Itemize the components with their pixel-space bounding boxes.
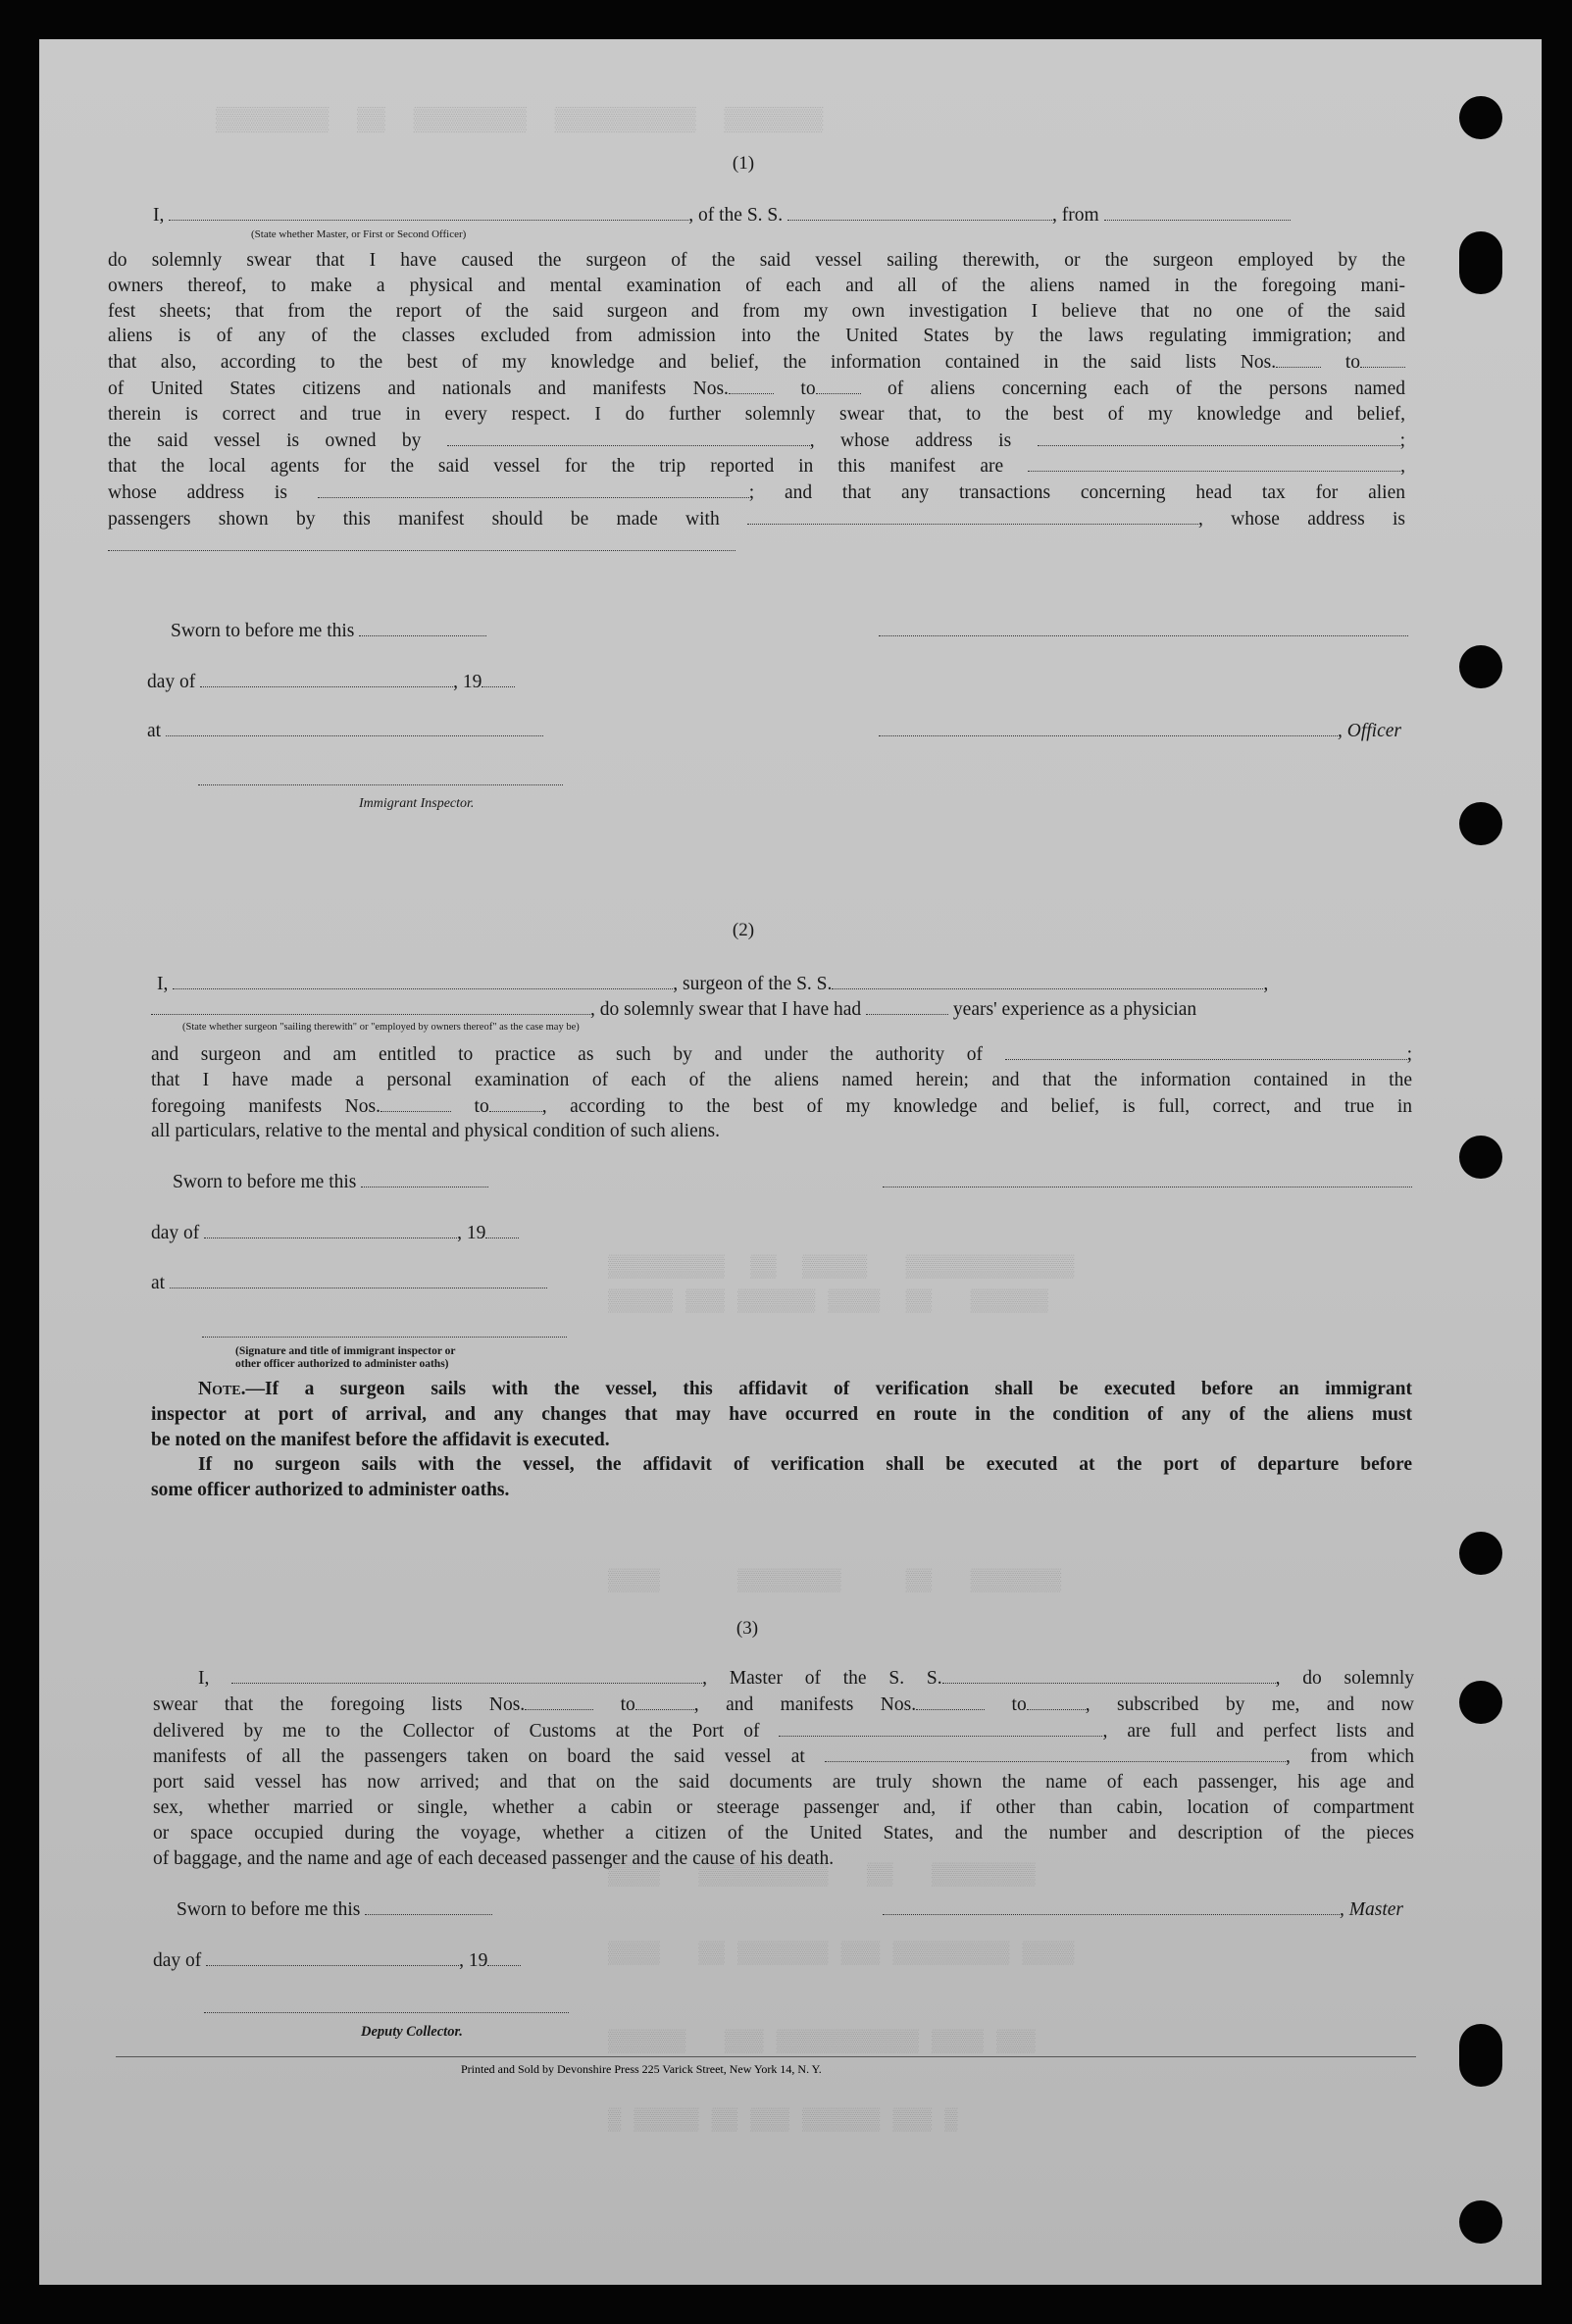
label: at [151,1273,166,1293]
text: to [620,1693,635,1715]
text: , do solemnly [1275,1668,1415,1689]
section-number: (3) [735,1618,759,1639]
at-field[interactable] [170,1270,547,1288]
day-of-line [147,669,515,693]
owner-address-field[interactable] [1038,428,1400,446]
inspector-signature-field[interactable] [202,1319,567,1338]
text: swear that the foregoing lists Nos. [153,1693,526,1715]
punch-hole [1459,1136,1502,1179]
field-caption: (State whether Master, or First or Second Officer) [251,228,467,240]
inspector-signature-line [202,1319,567,1343]
at-line [147,718,543,742]
sworn-line [173,1169,488,1193]
officer-title-field[interactable] [879,718,1338,736]
officer-name-line [153,202,1291,227]
bleed-through-text: ▒▒▒▒▒▒ ▒▒▒ ▒▒▒▒▒▒▒▒▒▒▒ ▒▒▒▒ ▒▒▒ [608,2030,1036,2054]
signature-line [879,618,1408,642]
inspector-caption: Immigrant Inspector. [359,796,475,811]
surgeon-signature-field[interactable] [883,1169,1412,1187]
punch-hole [1459,802,1502,845]
text: manifests of all the passengers taken on board the said vessel at [153,1746,805,1768]
list-from-field[interactable] [525,1692,593,1710]
text: to [1011,1693,1027,1715]
punch-hole [1459,645,1502,688]
label: I, [157,974,169,994]
year-field[interactable] [487,1947,521,1966]
body-line [153,1743,1414,1770]
vessel-name-field[interactable] [787,202,1052,221]
owner-field[interactable] [447,428,810,446]
inspector-signature-field[interactable] [198,767,563,785]
text: of United States citizens and nationals and manifests Nos. [108,378,729,399]
at-field[interactable] [166,718,543,736]
officer-line [879,718,1401,742]
verification-note [151,1377,1412,1503]
label: Sworn to before me this [173,1172,357,1192]
bleed-through-text: ▒▒▒▒ ▒▒▒▒▒▒▒▒▒▒ ▒▒ ▒▒▒▒▒▒▒▒ [608,1863,1036,1888]
manifest-to-field[interactable] [489,1093,542,1112]
master-signature-field[interactable] [883,1896,1340,1915]
label: , surgeon of the S. S. [673,974,833,994]
collector-caption: Deputy Collector. [361,2024,463,2040]
label: years' experience as a physician [952,999,1197,1020]
officer-name-field[interactable] [169,202,688,221]
collector-signature-field[interactable] [204,1995,569,2013]
body-line [108,480,1405,506]
body-line: or space occupied during the voyage, whether a citizen of the United States, and the number and description of the pieces [153,1822,1414,1844]
label: day of [147,672,196,692]
manifest-to-field[interactable] [1027,1692,1086,1710]
text: passengers shown by this manifest should be made with [108,508,720,530]
body-line [151,1093,1412,1120]
text: to [474,1095,489,1117]
body-line: owners thereof, to make a physical and mental examination of each and all of the aliens named in the foregoing mani- [108,275,1405,296]
label: , 19 [453,672,482,692]
note-label: Note. [198,1379,246,1399]
text: delivered by me to the Collector of Customs at the Port of [153,1720,760,1742]
body-line: the said vessel is owned by , whose address is ; [108,428,1405,454]
label: , 19 [459,1950,488,1971]
text: , from which [1286,1746,1414,1768]
text: to [800,378,816,399]
surgeon-experience-line [151,996,1196,1021]
note-line: be noted on the manifest before the affidavit is executed. [151,1429,610,1450]
day-of-line [151,1220,519,1244]
sworn-line [171,618,486,642]
text: , whose address is [1197,508,1405,530]
label: , [1263,974,1269,994]
departure-port-field[interactable] [1104,202,1291,221]
body-line: do solemnly swear that I have caused the surgeon of the said vessel sailing therewith, or the surgeon employed by the [108,250,1405,271]
affidavit-body [153,1665,1414,1871]
text: foregoing manifests Nos. [151,1095,380,1117]
body-line: all particulars, relative to the mental and physical condition of such aliens. [151,1121,720,1142]
signature-caption: (Signature and title of immigrant inspector or [235,1345,456,1357]
sworn-date-field[interactable] [361,1169,488,1187]
affidavit-body [108,248,1405,559]
manifest-to-field[interactable] [816,376,861,394]
signature-caption: other officer authorized to administer oaths) [235,1358,449,1370]
footer-rule [116,2056,1416,2057]
text: ; and that any transactions concerning head tax for alien [748,482,1406,504]
list-to-field[interactable] [1360,349,1405,368]
vessel-name-field[interactable] [942,1665,1276,1684]
body-line [108,349,1405,376]
label: Sworn to before me this [171,621,355,641]
agent-address-field[interactable] [318,480,749,498]
head-tax-field[interactable] [747,506,1198,525]
authority-field[interactable] [1005,1041,1407,1060]
manifest-from-field[interactable] [729,376,774,394]
label: , of the S. S. [688,205,784,226]
label: , do solemnly swear that I have had [590,999,862,1020]
bleed-through-text: ▒▒▒▒ ▒▒ ▒▒▒▒▒▒▒ ▒▒▒ ▒▒▒▒▒▒▒▒▒ ▒▒▒▒ [608,1942,1075,1966]
local-agents-field[interactable] [1028,453,1400,472]
text: and surgeon and am entitled to practice as such by and under the authority of [151,1044,983,1065]
text: I, [198,1668,210,1689]
day-of-field[interactable] [206,1947,459,1966]
text: whose address is [108,482,287,504]
day-of-field[interactable] [200,669,453,687]
body-line: therein is correct and true in every respect. I do further solemnly swear that, to the best of my knowledge and belief, [108,403,1405,425]
body-line [108,506,1405,532]
bleed-through-text: ▒ ▒▒▒▒▒ ▒▒ ▒▒▒ ▒▒▒▒▒▒ ▒▒▒ ▒ [608,2108,958,2133]
body-line: and surgeon and am entitled to practice as such by and under the authority of ; [151,1041,1412,1068]
surgeon-status-field[interactable] [151,996,590,1015]
surgeon-name-line [157,971,1268,995]
text: , according to the best of my knowledge and belief, is full, correct, and true in [541,1095,1413,1117]
label: day of [153,1950,202,1971]
sworn-line [177,1896,492,1921]
at-line [151,1270,547,1294]
head-tax-address-field[interactable] [108,532,735,551]
text: that also, according to the best of my knowledge and belief, the information contained in the said lists Nos. [108,352,1277,374]
printer-imprint: Printed and Sold by Devonshire Press 225 Varick Street, New York 14, N. Y. [461,2062,822,2076]
text: , are full and perfect lists and [1102,1720,1414,1742]
text: that the local agents for the said vessel for the trip reported in this manifest are [108,456,1004,478]
port-of-field[interactable] [779,1718,1102,1737]
punch-hole [1459,1532,1502,1575]
body-line: of baggage, and the name and age of each deceased passenger and the cause of his death. [153,1847,835,1869]
section-number: (1) [732,153,755,174]
punch-hole [1459,231,1502,294]
bleed-through-text: ▒▒▒▒▒▒▒▒ ▒▒ ▒▒▒▒▒▒▒▒ ▒▒▒▒▒▒▒▒▒▒ ▒▒▒▒▒▒▒ [216,108,824,134]
text: to [1344,352,1360,374]
label: , 19 [457,1223,486,1243]
surgeon-name-field[interactable] [173,971,673,989]
body-line: fest sheets; that from the report of the said surgeon and from my own investigation I believe that no one of the said [108,300,1405,322]
form-page [39,39,1542,2285]
label: at [147,721,162,741]
label: day of [151,1223,200,1243]
body-line [108,532,1405,559]
note-line: some officer authorized to administer oaths. [151,1480,510,1501]
year-field[interactable] [485,1220,519,1238]
body-line [153,1665,1414,1692]
affidavit-body [151,1041,1412,1144]
day-of-field[interactable] [204,1220,457,1238]
manifest-from-field[interactable] [916,1692,985,1710]
text: , subscribed by me, and now [1085,1693,1415,1715]
text: the said vessel is owned by [108,429,422,451]
text: , whose address is [809,429,1012,451]
day-of-line [153,1947,521,1972]
text: of aliens concerning each of the persons named [887,378,1405,399]
manifest-from-field[interactable] [380,1093,451,1112]
bleed-through-text: ▒▒▒▒ ▒▒▒▒▒▒▒▒ ▒▒ ▒▒▒▒▒▒▒ [608,1569,1062,1593]
body-line: that the local agents for the said vessel for the trip reported in this manifest are , [108,453,1405,480]
inspector-signature-line [198,767,563,791]
body-line [108,376,1405,402]
signature-line [883,1169,1412,1193]
label: Sworn to before me this [177,1899,361,1920]
text: , Master of the S. S. [702,1668,942,1689]
list-to-field[interactable] [635,1692,694,1710]
master-name-field[interactable] [231,1665,702,1684]
body-line: aliens is of any of the classes excluded from admission into the United States by the laws regulating immigration; and [108,326,1405,347]
label: , Officer [1338,721,1401,741]
punch-hole [1459,96,1502,139]
years-experience-field[interactable] [866,996,948,1015]
officer-signature-field[interactable] [879,618,1408,636]
note-line [151,1377,1412,1402]
sworn-date-field[interactable] [365,1896,492,1915]
body-line: that I have made a personal examination of each of the aliens named herein; and that the information contained in the [151,1069,1412,1090]
punch-hole [1459,2200,1502,2244]
sworn-date-field[interactable] [359,618,486,636]
punch-hole [1459,1681,1502,1724]
section-number: (2) [732,920,755,940]
punch-hole [1459,2024,1502,2087]
label: I, [153,205,165,226]
note-line: If no surgeon sails with the vessel, the affidavit of verification shall be executed at the port of departure before [198,1454,1412,1476]
note-line: inspector at port of arrival, and any changes that may have occurred en route in the condition of any of the aliens must [151,1403,1412,1425]
label: , from [1052,205,1099,226]
master-signature-line [883,1896,1403,1921]
body-line: sex, whether married or single, whether a cabin or steerage passenger and, if other than cabin, location of compartment [153,1796,1414,1818]
field-caption: (State whether surgeon "sailing therewith" or "employed by owners thereof" as the case may be) [182,1022,580,1033]
collector-signature-line [204,1995,569,2019]
text: —If a surgeon sails with the vessel, this affidavit of verification shall be executed before an immigrant [245,1379,1412,1399]
body-line: port said vessel has now arrived; and that on the said documents are truly shown the name of each passenger, his age and [153,1772,1414,1794]
bleed-through-text: ▒▒▒▒▒▒▒▒▒ ▒▒ ▒▒▒▒▒ ▒▒▒▒▒▒▒▒▒▒▒▒▒ [608,1255,1075,1280]
body-line [153,1692,1414,1718]
list-from-field[interactable] [1276,349,1321,368]
text: , and manifests Nos. [693,1693,917,1715]
vessel-name-field[interactable] [832,971,1263,989]
bleed-through-text: ▒▒▒▒▒ ▒▒▒ ▒▒▒▒▒▒ ▒▒▒▒ ▒▒ ▒▒▒▒▒▒ [608,1289,1048,1314]
body-line [153,1718,1414,1744]
year-field[interactable] [482,669,515,687]
boarding-port-field[interactable] [825,1743,1286,1762]
label: , Master [1340,1899,1403,1920]
